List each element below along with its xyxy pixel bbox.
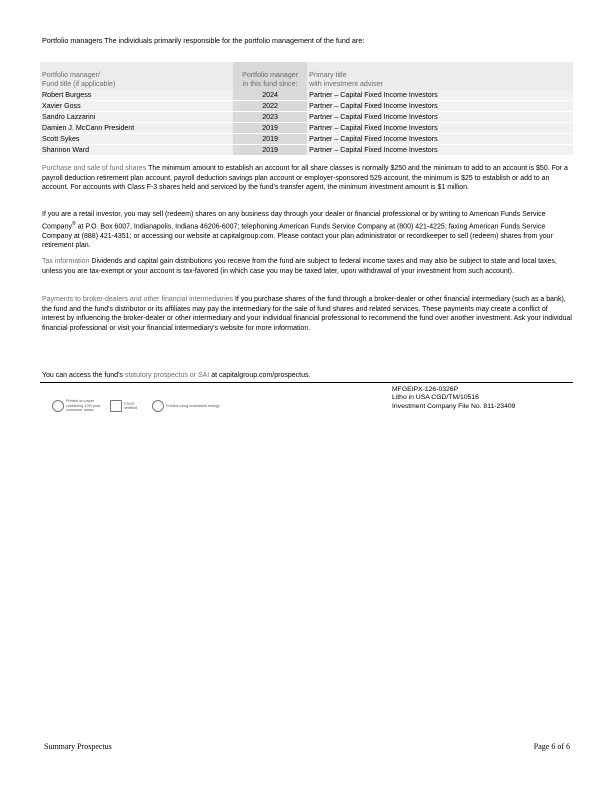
registered-mark: ®: [71, 220, 76, 227]
manager-year: 2024: [233, 90, 307, 101]
payments-paragraph: [42, 295, 572, 333]
manager-name: Shannon Ward: [40, 145, 233, 156]
manager-name: Sandro Lazzarini: [40, 112, 233, 123]
recycle-logo: [52, 399, 106, 413]
manager-title: Partner – Capital Fixed Income Investors: [307, 134, 573, 145]
header-manager: Portfolio manager/ Fund title (if applicable): [40, 62, 233, 90]
access-text-1: You can access the fund's: [42, 372, 125, 379]
recycle-text: Printed on paper containing 10% post-consumer waste: [66, 399, 102, 413]
document-codes: [392, 386, 515, 411]
retail-text-1: If you are a retail investor, you may sell (redeem) shares on any business day through your dealer or financial professional or by writing to American Funds Service Company: [42, 211, 546, 230]
document-code: MFGEIPX-126-0326P: [392, 386, 459, 393]
footer-title: Summary Prospectus: [44, 742, 112, 751]
manager-title: Partner – Capital Fixed Income Investors: [307, 112, 573, 123]
file-number: Investment Company File No. 811-23409: [392, 402, 516, 410]
table-row: [40, 112, 573, 123]
portfolio-managers-table: [40, 62, 573, 156]
purchase-sale-heading: Purchase and sale of fund shares: [42, 165, 147, 172]
tax-information-paragraph: [42, 257, 572, 276]
manager-title: Partner – Capital Fixed Income Investors: [307, 101, 573, 112]
manager-name: Robert Burgess: [40, 90, 233, 101]
table-row: [40, 123, 573, 134]
header-years: Portfolio manager in this fund since:: [233, 62, 307, 90]
retail-investor-paragraph: [42, 210, 572, 251]
manager-year: 2022: [233, 101, 307, 112]
fsc-logo: [110, 399, 146, 413]
prospectus-link[interactable]: statutory prospectus or SAI: [124, 372, 210, 379]
access-text-2: at capitalgroup.com/prospectus.: [209, 372, 311, 379]
retail-text-2: at P.O. Box 6007, Indianapolis, Indiana 46206-6007; telephoning American Funds Service Company at (800) 421-4225; faxing American Funds Service Company at (888) 421-4351; or accessing our website at capitalgroup.com. Please contact your plan administrator or recordkeeper to sell (redeem) shares from your retirement plan.: [42, 222, 553, 250]
table-row: [40, 134, 573, 145]
table-row: [40, 101, 573, 112]
portfolio-managers-intro: Portfolio managers The individuals primarily responsible for the portfolio management of the fund are:: [42, 36, 365, 45]
fsc-text: FSC® certified: [124, 401, 138, 410]
manager-title: Partner – Capital Fixed Income Investors: [307, 123, 573, 134]
manager-year: 2019: [233, 123, 307, 134]
green-energy-text: Printed using renewable energy: [166, 403, 220, 408]
header-title: Primary title with investment adviser: [307, 62, 573, 90]
purchase-sale-text: The minimum amount to establish an account for all share classes is normally $250 and the minimum to add to an account is $50. For a payroll deduction retirement plan account, payroll deduction savings plan account or employer-sponsored 529 account, the minimum is $25 to establish or add to an account. For accounts with Class F-3 shares held and serviced by the fund's transfer agent, the minimum investment amount is $1 million.: [42, 165, 568, 192]
divider-line: [40, 382, 573, 383]
prospectus-access-note: [42, 372, 310, 379]
fsc-icon: [110, 400, 122, 412]
manager-year: 2019: [233, 134, 307, 145]
recycle-icon: [52, 400, 64, 412]
table-row: [40, 145, 573, 156]
manager-name: Scott Sykes: [40, 134, 233, 145]
green-energy-icon: [152, 400, 164, 412]
manager-year: 2019: [233, 145, 307, 156]
manager-name: Xavier Goss: [40, 101, 233, 112]
payments-text: If you purchase shares of the fund through a broker-dealer or other financial intermediary (such as a bank), the fund and the fund's distributor or its affiliates may pay the intermediary for the sale of fund shares and related services. These payments may create a conflict of interest by influencing the broker-dealer or other intermediary and your individual financial professional to recommend the fund over another investment. Ask your individual financial professional or visit your financial intermediary's website for more information.: [42, 296, 572, 332]
manager-name: Damien J. McCann President: [40, 123, 233, 134]
page-number: Page 6 of 6: [533, 742, 570, 751]
manager-title: Partner – Capital Fixed Income Investors: [307, 145, 573, 156]
payments-heading: Payments to broker-dealers and other financial intermediaries: [42, 296, 234, 303]
table-row: [40, 90, 573, 101]
manager-year: 2023: [233, 112, 307, 123]
tax-information-heading: Tax information: [42, 258, 90, 265]
manager-title: Partner – Capital Fixed Income Investors: [307, 90, 573, 101]
purchase-sale-paragraph: [42, 164, 572, 193]
litho-code: Litho in USA CGD/TM/10516: [392, 394, 479, 402]
green-energy-logo: [152, 399, 220, 413]
tax-information-text: Dividends and capital gain distributions you receive from the fund are subject to federal income taxes and may also be subject to state and local taxes, unless you are tax-exempt or your account is tax-favored (in which case you may be taxed later, upon withdrawal of your investment from such account).: [42, 258, 557, 275]
